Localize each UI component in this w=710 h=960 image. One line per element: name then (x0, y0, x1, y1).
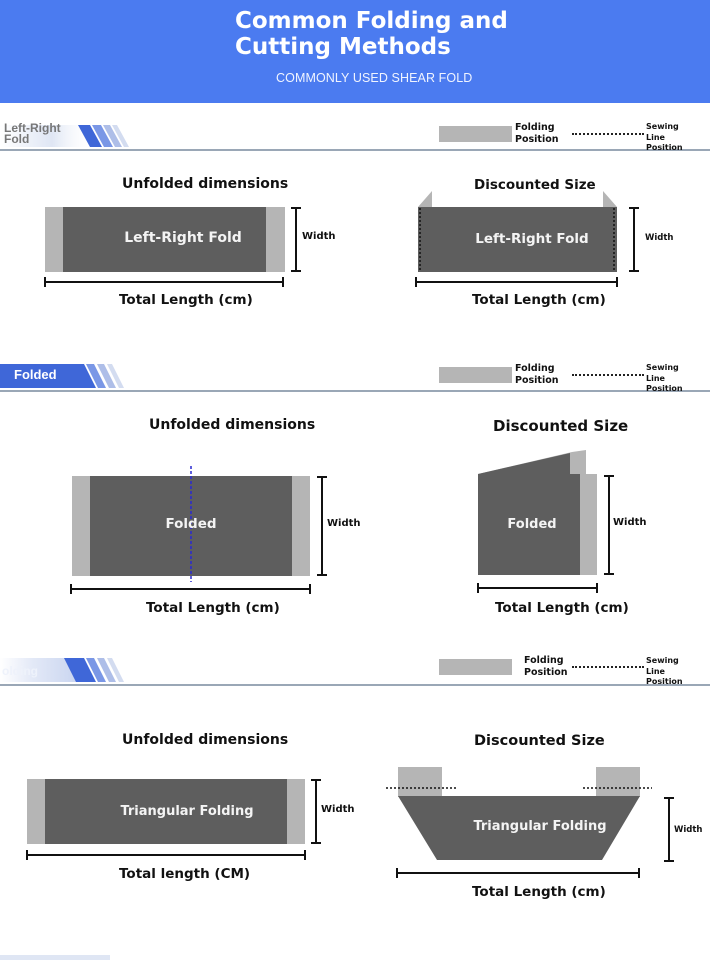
s3-right-width-label: Width (674, 825, 703, 835)
s1-left-heading: Unfolded dimensions (122, 176, 289, 192)
s1-right-bar-label: Left-Right Fold (475, 231, 589, 247)
fold-flap (603, 191, 617, 207)
legend-text: Line (646, 666, 665, 676)
legend-text: Position (515, 134, 559, 145)
s2-right-fabric (478, 450, 597, 575)
s2-left-bar-label: Folded (165, 516, 217, 532)
legend-text: Position (515, 375, 559, 386)
legend-text: Position (646, 677, 683, 686)
next-section-hint (0, 955, 110, 960)
s2-right-width-label: Width (613, 517, 647, 528)
s3-right-fabric (386, 767, 652, 860)
s3-left-length-marker (27, 850, 305, 860)
s3-right-length-marker (397, 868, 639, 878)
section-tab-label-line1: Left-Right (4, 121, 61, 135)
s3-left-length-label: Total length (CM) (119, 866, 251, 882)
s1-right-length-marker (416, 277, 617, 287)
s2-right-bar-label: Folded (507, 517, 557, 532)
legend-text: Sewing (646, 122, 679, 131)
section-tab-label-line2: Fold (4, 132, 30, 146)
s2-left-heading: Unfolded dimensions (149, 417, 316, 433)
s1-right-length-label: Total Length (cm) (472, 292, 606, 308)
section-tab-label: olding (2, 664, 38, 678)
s1-left-length-marker (45, 277, 283, 287)
legend-text: Line (646, 132, 665, 142)
fold-flap (596, 767, 640, 797)
s3-left-heading: Unfolded dimensions (122, 732, 289, 748)
s3-right-bar-label: Triangular Folding (473, 819, 607, 834)
s3-right-length-label: Total Length (cm) (472, 884, 606, 900)
s1-left-length-label: Total Length (cm) (119, 292, 253, 308)
legend-text: Folding (515, 122, 555, 133)
fold-flap (418, 191, 432, 207)
legend-text: Position (524, 667, 568, 678)
s2-right-heading: Discounted Size (493, 417, 629, 435)
s3-right-heading: Discounted Size (474, 733, 605, 749)
s2-left-length-label: Total Length (cm) (146, 600, 280, 616)
s1-left-width-label: Width (302, 231, 336, 242)
title-line-1: Common Folding and (235, 8, 508, 34)
legend-text: Sewing (646, 363, 679, 372)
s3-left-width-label: Width (321, 804, 355, 815)
s2-left-width-marker (317, 477, 327, 575)
legend-text: Folding (515, 363, 555, 374)
s3-left-bar-label: Triangular Folding (120, 804, 254, 819)
s2-right-length-marker (478, 583, 597, 593)
legend-text: Line (646, 373, 665, 383)
page-subtitle: COMMONLY USED SHEAR FOLD (276, 71, 473, 85)
section-tab-label: Folded (14, 367, 57, 382)
legend-text: Position (646, 143, 683, 152)
s2-left-length-marker (71, 584, 310, 594)
s1-right-heading: Discounted Size (474, 177, 596, 193)
legend-text: Position (646, 384, 683, 393)
legend-text: Sewing (646, 656, 679, 665)
s1-left-bar-label: Left-Right Fold (124, 230, 242, 246)
s2-right-length-label: Total Length (cm) (495, 600, 629, 616)
title-line-2: Cutting Methods (235, 34, 451, 60)
s1-right-width-label: Width (645, 233, 674, 243)
s2-left-width-label: Width (327, 518, 361, 529)
legend-text: Folding (524, 655, 564, 666)
fold-flap (398, 767, 442, 797)
